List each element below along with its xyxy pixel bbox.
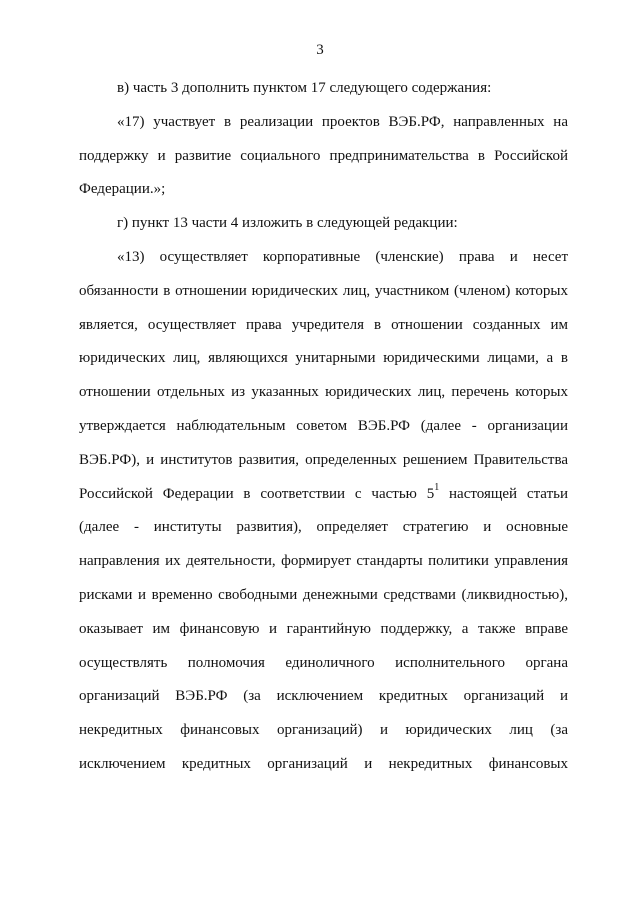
text-line: [79, 583, 568, 617]
text-line: [79, 617, 568, 651]
text-line-content: «17) участвует в реализации проектов ВЭБ.РФ, направленных на: [117, 113, 568, 130]
text-line-content: рисками и временно свободными денежными средствами (ликвидностью),: [79, 586, 568, 603]
text-line-content: обязанности в отношении юридических лиц, участником (членом) которых: [79, 282, 568, 299]
text-line-content: направления их деятельности, формирует стандарты политики управления: [79, 553, 568, 570]
text-line: [79, 279, 568, 313]
text-line-content: (далее - институты развития), определяет стратегию и основные: [79, 519, 568, 536]
text-line: [79, 718, 568, 752]
text-line-content: поддержку и развитие социального предпринимательства в Российской: [79, 147, 568, 164]
text-line: [79, 414, 568, 448]
text-line-content: Российской Федерации в соответствии с частью 5: [79, 485, 435, 502]
text-line: [79, 380, 568, 414]
text-line: [79, 177, 568, 211]
page-number: 3: [316, 42, 324, 58]
text-line: [79, 211, 568, 245]
text-line: [79, 515, 568, 549]
text-line-content: организаций ВЭБ.РФ (за исключением кредитных организаций и: [79, 688, 568, 705]
text-line: [79, 313, 568, 347]
document-body: [79, 76, 568, 786]
text-line-content: юридических лиц, являющихся унитарными юридическими лицами, а в: [79, 350, 568, 367]
text-line: [79, 684, 568, 718]
text-line-content: оказывает им финансовую и гарантийную поддержку, а также вправе: [79, 620, 568, 637]
text-line: [79, 448, 568, 482]
text-line-tail: настоящей статьи: [439, 485, 568, 502]
text-line-content: ВЭБ.РФ), и институтов развития, определенных решением Правительства: [79, 451, 568, 468]
text-line-content: утверждается наблюдательным советом ВЭБ.РФ (далее - организации: [79, 417, 568, 434]
text-line-content: осуществлять полномочия единоличного исполнительного органа: [79, 654, 568, 671]
text-line: [79, 549, 568, 583]
text-line: [79, 752, 568, 786]
text-line: [79, 245, 568, 279]
superscript: 1: [434, 481, 440, 493]
text-line: [79, 76, 568, 110]
text-line-content: Федерации.»;: [79, 181, 166, 198]
text-line: [79, 346, 568, 380]
text-line-content: исключением кредитных организаций и некредитных финансовых: [79, 755, 568, 772]
text-line-content: отношении отдельных из указанных юридических лиц, перечень которых: [79, 384, 568, 401]
text-line: [79, 110, 568, 144]
text-line: [79, 651, 568, 685]
text-line: [79, 144, 568, 178]
text-line-content: некредитных финансовых организаций) и юридических лиц (за: [79, 722, 568, 739]
text-line-content: г) пункт 13 части 4 изложить в следующей редакции:: [117, 215, 458, 232]
text-line-content: «13) осуществляет корпоративные (членские) права и несет: [117, 248, 568, 265]
text-line: [79, 482, 568, 516]
text-line-content: в) часть 3 дополнить пунктом 17 следующего содержания:: [117, 80, 492, 96]
text-line-content: является, осуществляет права учредителя в отношении созданных им: [79, 316, 568, 333]
